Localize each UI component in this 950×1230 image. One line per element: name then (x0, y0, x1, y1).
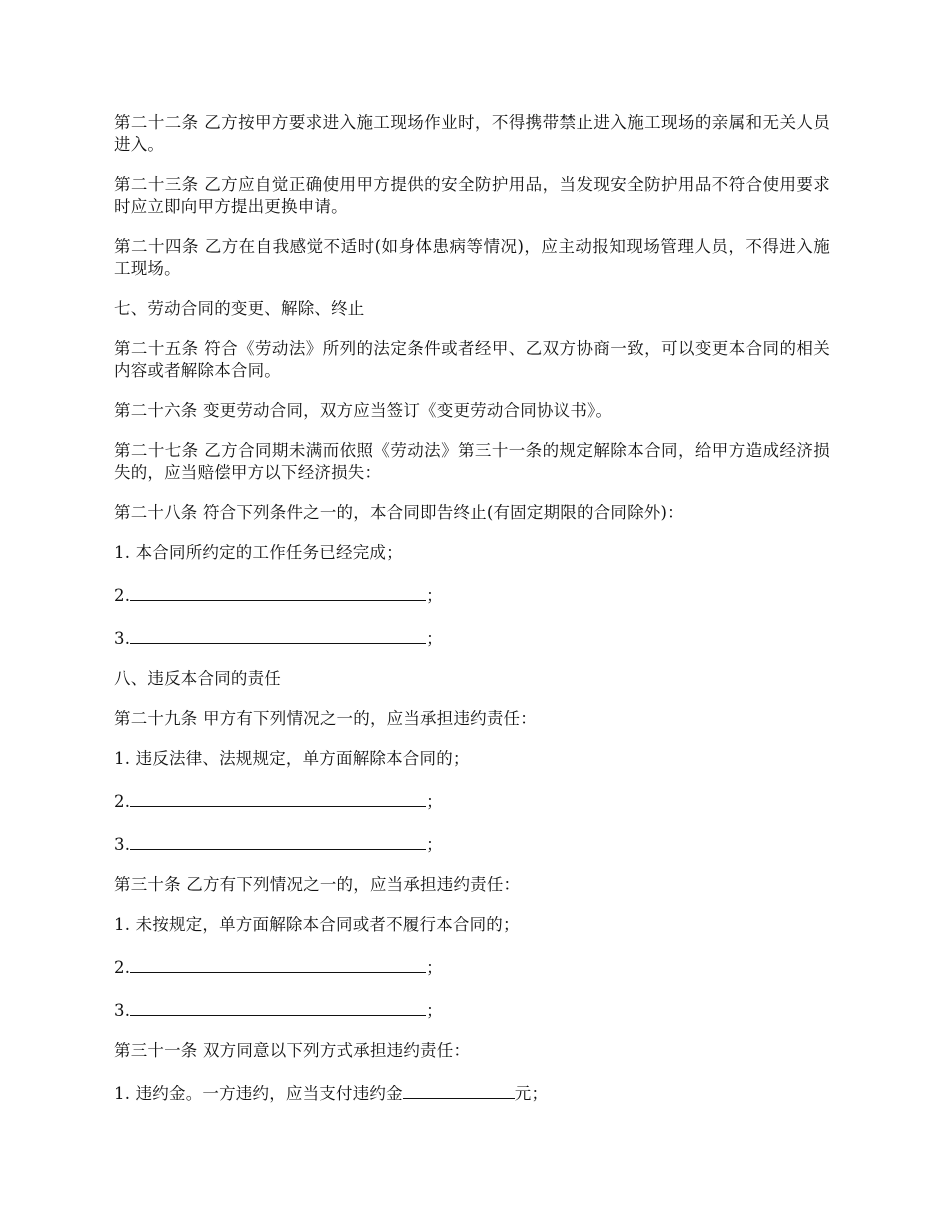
fill-in-blank (403, 1080, 515, 1099)
section-8-heading: 八、违反本合同的责任 (114, 669, 281, 688)
fill-in-blank (130, 831, 426, 850)
article-28-item-1: 1. 本合同所约定的工作任务已经完成； (114, 543, 403, 562)
item-punctuation: ； (426, 1001, 443, 1020)
article-29-item-1: 1. 违反法律、法规规定，单方面解除本合同的； (114, 749, 470, 768)
article-30-item-3 (114, 997, 830, 1022)
item-punctuation: ； (426, 835, 443, 854)
item-punctuation: ； (426, 586, 443, 605)
item-punctuation: ； (426, 629, 443, 648)
item-unit: 元； (514, 1084, 549, 1103)
article-29-item-3 (114, 831, 830, 856)
article-25: 第二十五条 符合《劳动法》所列的法定条件或者经甲、乙双方协商一致，可以变更本合同的相关内容或者解除本合同。 (114, 339, 830, 380)
fill-in-blank (130, 954, 426, 973)
article-24: 第二十四条 乙方在自我感觉不适时(如身体患病等情况)，应主动报知现场管理人员，不得进入施工现场。 (114, 237, 830, 278)
article-30-item-2 (114, 954, 830, 979)
article-26: 第二十六条 变更劳动合同，双方应当签订《变更劳动合同协议书》。 (114, 401, 613, 420)
article-31-item-1 (114, 1080, 830, 1105)
fill-in-blank (130, 788, 426, 807)
article-22: 第二十二条 乙方按甲方要求进入施工现场作业时，不得携带禁止进入施工现场的亲属和无关人员进入。 (114, 113, 830, 154)
item-number: 2. (114, 958, 131, 977)
article-30-item-1: 1. 未按规定，单方面解除本合同或者不履行本合同的； (114, 915, 520, 934)
fill-in-blank (130, 997, 426, 1016)
article-31: 第三十一条 双方同意以下列方式承担违约责任： (114, 1041, 471, 1060)
article-28-item-2 (114, 582, 830, 607)
item-punctuation: ； (426, 958, 443, 977)
fill-in-blank (130, 582, 426, 601)
article-28-item-3 (114, 625, 830, 650)
item-text: 1. 违约金。一方违约，应当支付违约金 (114, 1084, 403, 1103)
fill-in-blank (130, 625, 426, 644)
article-29-item-2 (114, 788, 830, 813)
article-29: 第二十九条 甲方有下列情况之一的，应当承担违约责任： (114, 709, 537, 728)
item-number: 3. (114, 835, 131, 854)
item-number: 3. (114, 1001, 131, 1020)
item-number: 2. (114, 586, 131, 605)
item-number: 2. (114, 792, 131, 811)
section-7-heading: 七、劳动合同的变更、解除、终止 (114, 299, 365, 318)
article-23: 第二十三条 乙方应自觉正确使用甲方提供的安全防护用品，当发现安全防护用品不符合使用要求时应立即向甲方提出更换申请。 (114, 175, 830, 216)
article-27: 第二十七条 乙方合同期未满而依照《劳动法》第三十一条的规定解除本合同，给甲方造成经济损失的，应当赔偿甲方以下经济损失： (114, 441, 830, 482)
article-30: 第三十条 乙方有下列情况之一的，应当承担违约责任： (114, 875, 521, 894)
item-punctuation: ； (426, 792, 443, 811)
article-28: 第二十八条 符合下列条件之一的，本合同即告终止(有固定期限的合同除外)： (114, 503, 684, 522)
item-number: 3. (114, 629, 131, 648)
document-page (114, 112, 830, 1123)
